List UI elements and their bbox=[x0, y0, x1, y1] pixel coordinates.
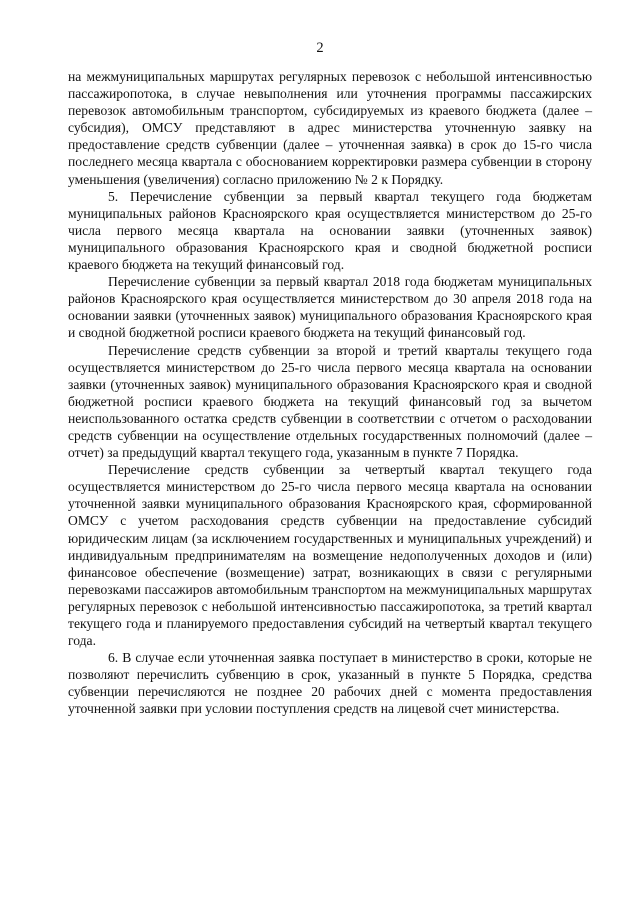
paragraph-item-5: 5. Перечисление субвенции за первый квартал текущего года бюджетам муниципальных районов Красноярского края осуществляется министерством до 25-го числа первого месяца квартала на основании заявки (уточненных заявок) муниципального образования Красноярского края и сводной бюджетной росписи краевого бюджета на текущий финансовый год. bbox=[68, 188, 592, 273]
paragraph-fourth-quarter: Перечисление средств субвенции за четвертый квартал текущего года осуществляется министерством до 25-го числа первого месяца квартала на основании уточненной заявки муниципального образования Красноярского края, сформированной ОМСУ с учетом расходования средств субвенции на предоставление субсидий юридическим лицам (за исключением государственных и муниципальных учреждений) и индивидуальным предпринимателям на возмещение недополученных доходов и (или) финансовое обеспечение (возмещение) затрат, возникающих в связи с регулярными перевозками пассажиров автомобильным транспортом на межмуниципальных маршрутах регулярных перевозок с небольшой интенсивностью пассажиропотока, за третий квартал текущего года и планируемого предоставления субсидий на четвертый квартал текущего года. bbox=[68, 462, 592, 649]
paragraph-second-third-quarters: Перечисление средств субвенции за второй и третий кварталы текущего года осуществляется министерством до 25-го числа первого месяца квартала на основании заявки (уточненных заявок) муниципального образования Красноярского края и сводной бюджетной росписи краевого бюджета на текущий финансовый год за вычетом неиспользованного остатка средств субвенции в соответствии с отчетом о расходовании средств субвенции на осуществление отдельных государственных полномочий (далее – отчет) за предыдущий квартал текущего года, указанным в пункте 7 Порядка. bbox=[68, 342, 592, 461]
document-body bbox=[68, 68, 592, 718]
paragraph-item-6: 6. В случае если уточненная заявка поступает в министерство в сроки, которые не позволяют перечислить субвенцию в срок, указанный в пункте 5 Порядка, средства субвенции перечисляются не позднее 20 рабочих дней с момента предоставления уточненной заявки при условии поступления средств на лицевой счет министерства. bbox=[68, 650, 592, 717]
page-number: 2 bbox=[316, 40, 324, 56]
paragraph-first-quarter-2018: Перечисление субвенции за первый квартал 2018 года бюджетам муниципальных районов Красноярского края осуществляется министерством до 30 апреля 2018 года на основании заявки (уточненных заявок) муниципального образования Красноярского края и сводной бюджетной росписи краевого бюджета на текущий финансовый год. bbox=[68, 274, 592, 341]
paragraph-continuation: на межмуниципальных маршрутах регулярных перевозок с небольшой интенсивностью пассажиропотока, в случае невыполнения или уточнения программы пассажирских перевозок автомобильным транспортом, субсидируемых из краевого бюджета (далее – субсидия), ОМСУ представляют в адрес министерства уточненную заявку на предоставление средств субвенции (далее – уточненная заявка) в срок до 15-го числа последнего месяца квартала с обоснованием корректировки размера субвенции в сторону уменьшения (увеличения) согласно приложению № 2 к Порядку. bbox=[68, 69, 592, 187]
